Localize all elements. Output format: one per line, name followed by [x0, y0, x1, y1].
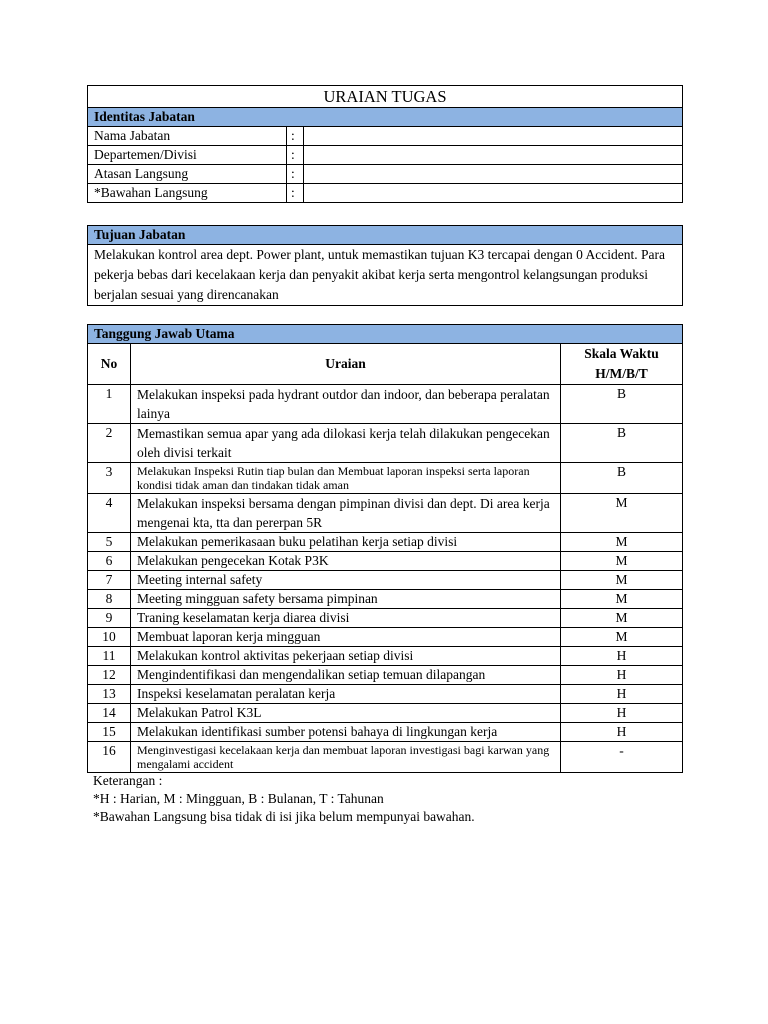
- row-uraian: Melakukan identifikasi sumber potensi bahaya di lingkungan kerja: [131, 723, 561, 742]
- row-no: 16: [88, 742, 131, 773]
- identitas-row: [88, 127, 683, 146]
- table-row: [88, 385, 683, 424]
- identitas-sep: :: [287, 127, 304, 146]
- row-uraian: Melakukan kontrol aktivitas pekerjaan setiap divisi: [131, 647, 561, 666]
- row-skala: M: [561, 494, 683, 533]
- identitas-label: *Bawahan Langsung: [88, 184, 287, 203]
- row-uraian: Melakukan Inspeksi Rutin tiap bulan dan Membuat laporan inspeksi serta laporan kondisi tidak aman dan tindakan tidak aman: [131, 463, 561, 494]
- tanggung-jawab-table: [87, 324, 683, 773]
- row-uraian: Memastikan semua apar yang ada dilokasi kerja telah dilakukan pengecekan oleh divisi terkait: [131, 424, 561, 463]
- row-skala: M: [561, 628, 683, 647]
- row-no: 13: [88, 685, 131, 704]
- row-no: 1: [88, 385, 131, 424]
- table-row: [88, 571, 683, 590]
- identitas-label: Atasan Langsung: [88, 165, 287, 184]
- identitas-sep: :: [287, 184, 304, 203]
- row-skala: M: [561, 609, 683, 628]
- identitas-sep: :: [287, 146, 304, 165]
- table-row: [88, 590, 683, 609]
- keterangan-line2: *Bawahan Langsung bisa tidak di isi jika belum mempunyai bawahan.: [93, 809, 475, 824]
- row-skala: B: [561, 385, 683, 424]
- row-no: 3: [88, 463, 131, 494]
- col-no-header: No: [88, 344, 131, 385]
- table-row: [88, 742, 683, 773]
- row-skala: H: [561, 704, 683, 723]
- identitas-value: [304, 184, 683, 203]
- identitas-value: [304, 165, 683, 184]
- row-skala: -: [561, 742, 683, 773]
- keterangan-line1: *H : Harian, M : Mingguan, B : Bulanan, T : Tahunan: [93, 791, 384, 806]
- table-row: [88, 723, 683, 742]
- row-uraian: Melakukan inspeksi pada hydrant outdor dan indoor, dan beberapa peralatan lainya: [131, 385, 561, 424]
- table-row: [88, 463, 683, 494]
- row-skala: B: [561, 463, 683, 494]
- keterangan-label: Keterangan :: [93, 773, 163, 788]
- table-row: [88, 704, 683, 723]
- page-title: URAIAN TUGAS: [88, 86, 683, 108]
- row-uraian: Mengindentifikasi dan mengendalikan setiap temuan dilapangan: [131, 666, 561, 685]
- table-row: [88, 685, 683, 704]
- row-skala: M: [561, 590, 683, 609]
- identitas-value: [304, 146, 683, 165]
- identitas-table: [87, 85, 683, 203]
- keterangan: [93, 772, 475, 826]
- table-row: [88, 666, 683, 685]
- identitas-label: Departemen/Divisi: [88, 146, 287, 165]
- identitas-row: [88, 146, 683, 165]
- tujuan-text: Melakukan kontrol area dept. Power plant, untuk memastikan tujuan K3 tercapai dengan 0 Accident. Para pekerja bebas dari kecelakaan kerja dan penyakit akibat kerja serta mengontrol kelangsungan produksi berjalan sesuai yang direncanakan: [88, 245, 683, 306]
- row-uraian: Meeting mingguan safety bersama pimpinan: [131, 590, 561, 609]
- table-row: [88, 647, 683, 666]
- tanggung-jawab-body: [88, 385, 683, 773]
- table-row: [88, 628, 683, 647]
- tujuan-table: [87, 225, 683, 306]
- row-skala: H: [561, 647, 683, 666]
- col-uraian-header: Uraian: [131, 344, 561, 385]
- table-row: [88, 609, 683, 628]
- row-no: 7: [88, 571, 131, 590]
- row-no: 9: [88, 609, 131, 628]
- row-skala: H: [561, 723, 683, 742]
- tanggung-jawab-header: Tanggung Jawab Utama: [88, 325, 683, 344]
- row-no: 2: [88, 424, 131, 463]
- row-no: 5: [88, 533, 131, 552]
- row-uraian: Menginvestigasi kecelakaan kerja dan membuat laporan investigasi bagi karwan yang mengalami accident: [131, 742, 561, 773]
- row-no: 12: [88, 666, 131, 685]
- row-no: 8: [88, 590, 131, 609]
- row-uraian: Melakukan Patrol K3L: [131, 704, 561, 723]
- row-skala: M: [561, 571, 683, 590]
- row-skala: H: [561, 685, 683, 704]
- row-uraian: Membuat laporan kerja mingguan: [131, 628, 561, 647]
- row-skala: M: [561, 552, 683, 571]
- row-no: 10: [88, 628, 131, 647]
- row-no: 15: [88, 723, 131, 742]
- identitas-sep: :: [287, 165, 304, 184]
- tujuan-header: Tujuan Jabatan: [88, 226, 683, 245]
- table-row: [88, 424, 683, 463]
- row-uraian: Inspeksi keselamatan peralatan kerja: [131, 685, 561, 704]
- identitas-row: [88, 184, 683, 203]
- row-no: 6: [88, 552, 131, 571]
- col-skala-header: Skala Waktu H/M/B/T: [561, 344, 683, 385]
- row-skala: H: [561, 666, 683, 685]
- table-row: [88, 533, 683, 552]
- row-no: 14: [88, 704, 131, 723]
- identitas-header: Identitas Jabatan: [88, 108, 683, 127]
- row-uraian: Melakukan pengecekan Kotak P3K: [131, 552, 561, 571]
- identitas-row: [88, 165, 683, 184]
- table-row: [88, 494, 683, 533]
- row-skala: M: [561, 533, 683, 552]
- row-skala: B: [561, 424, 683, 463]
- identitas-value: [304, 127, 683, 146]
- row-uraian: Meeting internal safety: [131, 571, 561, 590]
- row-no: 4: [88, 494, 131, 533]
- row-uraian: Melakukan inspeksi bersama dengan pimpinan divisi dan dept. Di area kerja mengenai kta, tta dan pererpan 5R: [131, 494, 561, 533]
- row-no: 11: [88, 647, 131, 666]
- row-uraian: Melakukan pemerikasaan buku pelatihan kerja setiap divisi: [131, 533, 561, 552]
- row-uraian: Traning keselamatan kerja diarea divisi: [131, 609, 561, 628]
- identitas-label: Nama Jabatan: [88, 127, 287, 146]
- table-row: [88, 552, 683, 571]
